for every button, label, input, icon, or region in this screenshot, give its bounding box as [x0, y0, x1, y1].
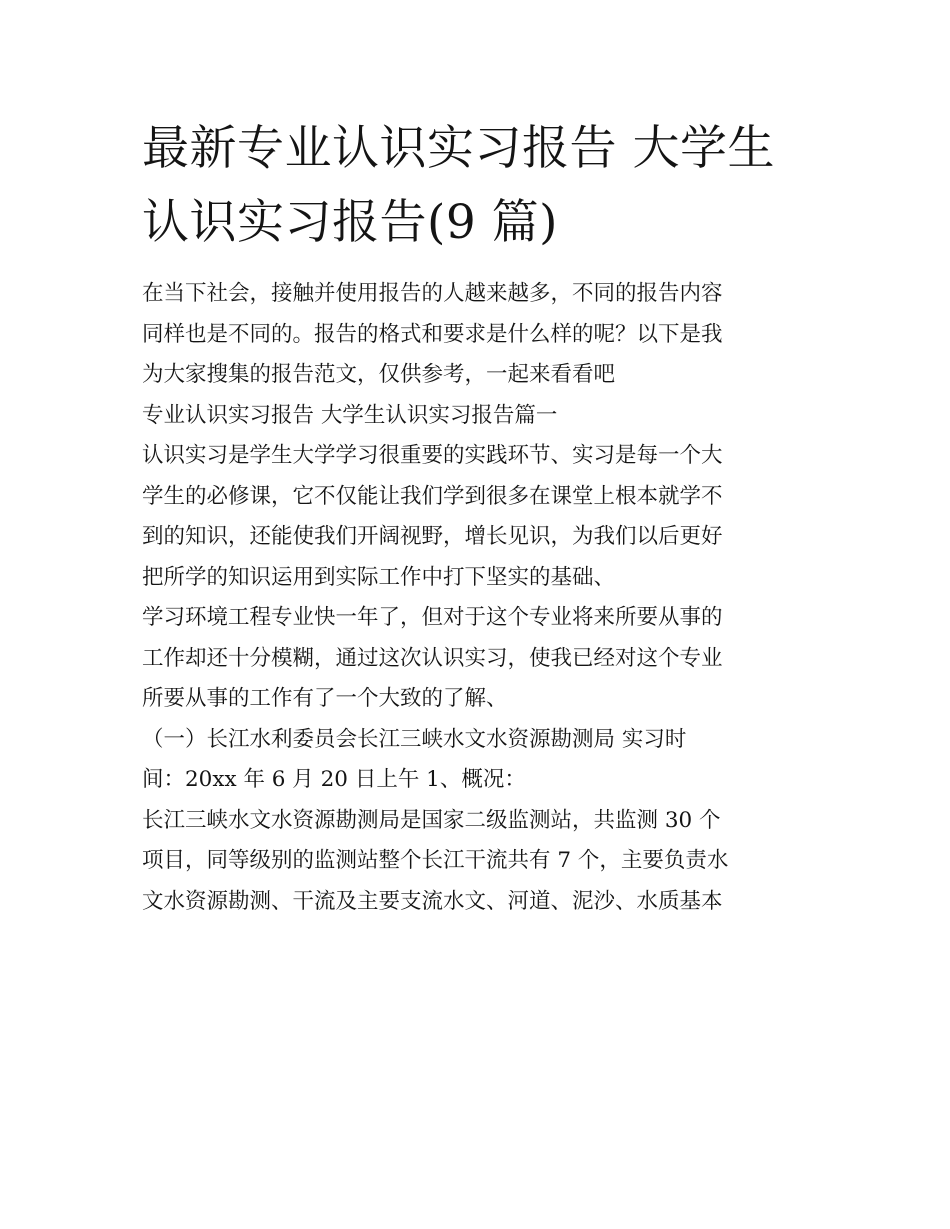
text-line: 到的知识，还能使我们开阔视野，增长见识，为我们以后更好 [142, 524, 723, 549]
text-line: 在当下社会，接触并使用报告的人越来越多，不同的报告内容 [142, 281, 723, 306]
document-body [142, 112, 822, 922]
text-line: 认识实习是学生大学学习很重要的实践环节、实习是每一个大 [142, 443, 723, 468]
subsection-paragraph [142, 720, 822, 801]
document-title [142, 112, 822, 260]
text-line: （一）长江水利委员会长江三峡水文水资源勘测局 实习时 [142, 726, 687, 752]
body-paragraph [142, 436, 822, 598]
text-line: 同样也是不同的。报告的格式和要求是什么样的呢？以下是我 [142, 321, 723, 347]
title-line: 认识实习报告(9 篇) [142, 195, 559, 250]
body-paragraph [142, 801, 822, 923]
text-line: 工作却还十分模糊，通过这次认识实习，使我已经对这个专业 [142, 645, 723, 671]
text-line: 所要从事的工作有了一个大致的了解、 [142, 686, 508, 711]
text-line: 把所学的知识运用到实际工作中打下坚实的基础、 [142, 564, 616, 590]
section-heading [142, 396, 822, 437]
text-line: 专业认识实习报告 大学生认识实习报告篇一 [142, 402, 558, 428]
title-line: 最新专业认识实习报告 大学生 [142, 121, 775, 176]
text-line: 项目，同等级别的监测站整个长江干流共有 7 个，主要负责水 [142, 848, 729, 873]
text-line: 间：20xx 年 6 月 20 日上午 1、概况： [142, 767, 526, 792]
text-line: 文水资源勘测、干流及主要支流水文、河道、泥沙、水质基本 [142, 888, 723, 914]
text-line: 学习环境工程专业快一年了，但对于这个专业将来所要从事的 [142, 605, 723, 630]
text-line: 为大家搜集的报告范文，仅供参考，一起来看看吧 [142, 362, 616, 387]
text-line: 长江三峡水文水资源勘测局是国家二级监测站，共监测 30 个 [142, 807, 721, 833]
text-line: 学生的必修课，它不仅能让我们学到很多在课堂上根本就学不 [142, 483, 723, 509]
intro-paragraph [142, 274, 822, 396]
body-paragraph [142, 598, 822, 720]
